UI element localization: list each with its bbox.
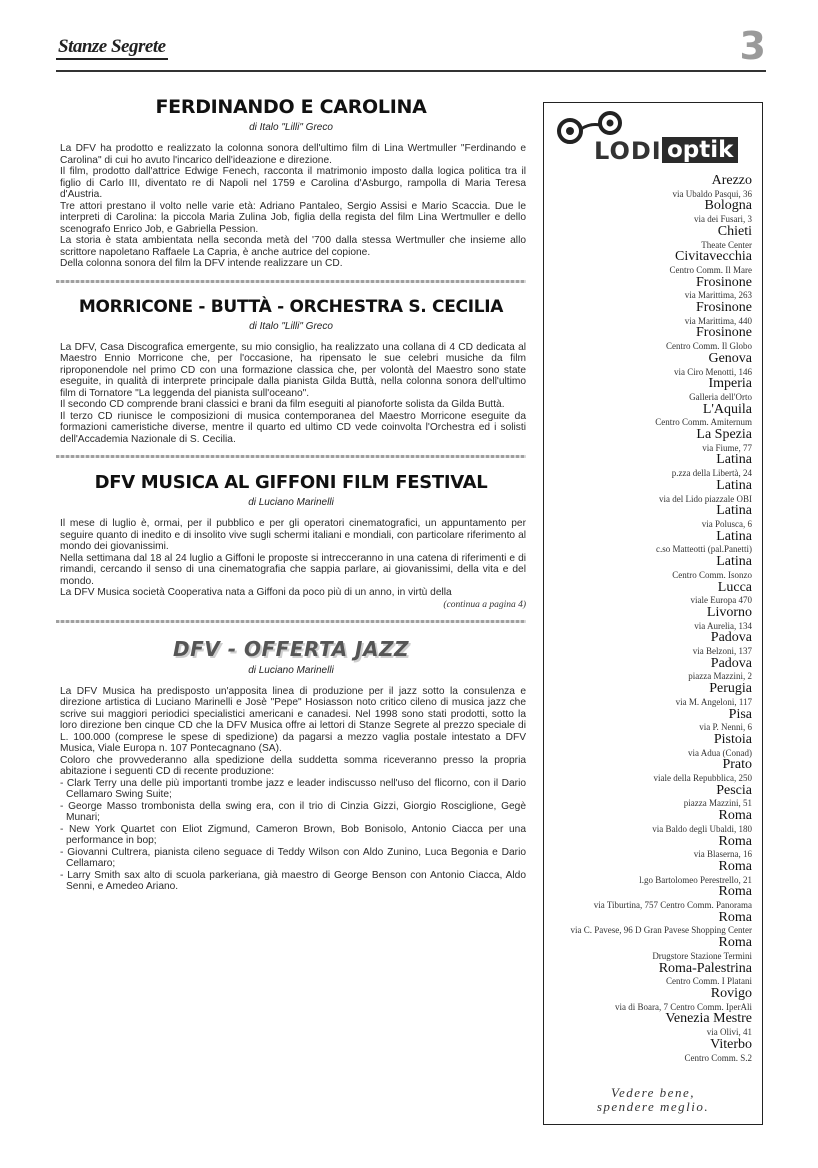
store-city: Roma-Palestrina [658, 960, 752, 976]
store-entry [544, 937, 752, 962]
store-entry [544, 960, 752, 988]
tagline-line: spendere meglio. [596, 1099, 710, 1114]
store-city: Roma [718, 808, 752, 824]
store-city: Latina [716, 554, 752, 570]
article-title: DFV MUSICA AL GIFFONI FILM FESTIVAL [94, 472, 488, 493]
store-city: Roma [718, 935, 752, 951]
store-entry [544, 632, 752, 657]
store-city: Pisa [728, 706, 752, 722]
article-byline: di Luciano Marinelli [248, 664, 334, 676]
paragraph: La storia è stata ambientata nella seconda metà del '700 dalla stessa Wertmuller che insieme allo scrittore napoletano Raffaele La Capria, è anche autrice del copione. [60, 235, 526, 258]
list-item: - George Masso trombonista della swing era, con il trio di Cinzia Gizzi, Giorgio Rosciglione, Gegè Munari; [60, 800, 526, 823]
store-address: Centro Comm. Amiternum [655, 417, 752, 428]
store-city: Latina [716, 452, 752, 468]
tagline [544, 1086, 762, 1114]
store-address: Drugstore Stazione Termini [652, 950, 752, 961]
store-entry [544, 604, 752, 632]
paragraph: La DFV ha prodotto e realizzato la colonna sonora dell'ultimo film di Lina Wertmuller "Ferdinando e Carolina" di cui ho avuto l'incarico dell'ideazione e direzione. [60, 143, 526, 166]
article-byline: di Italo "Lilli" Greco [249, 122, 333, 133]
store-entry [544, 302, 752, 327]
list-item: - New York Quartet con Eliot Zigmund, Cameron Brown, Bob Bonisolo, Antonio Ciacca per una performance in bop; [60, 823, 526, 846]
article-morricone [56, 297, 526, 446]
store-entry [544, 378, 752, 403]
store-address: piazza Mazzini, 2 [688, 671, 752, 682]
paragraph: Nella settimana dal 18 al 24 luglio a Giffoni le proposte si intrecceranno in una catena di riferimenti e di rimandi, cercando il senso di una cinematografia che sappia parlare, ai giovanissimi, della vita e del mondo. [60, 552, 526, 587]
store-address: l.go Bartolomeo Perestrello, 21 [639, 874, 752, 885]
store-city: Roma [718, 884, 752, 900]
store-address: via Tiburtina, 757 Centro Comm. Panorama [593, 900, 752, 911]
store-address: via C. Pavese, 96 D Gran Pavese Shopping Center [570, 925, 752, 936]
paragraph: Coloro che provvederanno alla spedizione della suddetta somma riceveranno presso la propria abitazione i seguenti CD di recente produzione: [60, 754, 526, 777]
store-list [544, 175, 762, 1064]
list-item: - Giovanni Cultrera, pianista cileno seguace di Teddy Wilson con Aldo Zunino, Luca Begonia e Dario Cellamaro; [60, 846, 526, 869]
paragraph: Il film, prodotto dall'attrice Edwige Fenech, racconta il matrimonio imposto dalla logica politica tra il figlio di Carlo III, diventato re di Napoli nel 1759 e Carolina d'Asburgo, rampolla di Maria Teresa d'Austria. [60, 166, 526, 200]
store-city: Latina [716, 503, 752, 519]
article-body [60, 518, 526, 599]
article-title: FERDINANDO E CAROLINA [155, 96, 427, 118]
store-city: L'Aquila [702, 401, 752, 417]
store-entry [544, 175, 752, 200]
store-address: Centro Comm. Isonzo [672, 569, 752, 580]
store-city: Latina [716, 477, 752, 493]
store-city: Arezzo [711, 173, 752, 188]
store-city: Imperia [708, 376, 752, 392]
store-address: via Aurelia, 134 [694, 620, 752, 631]
store-city: Bologna [704, 198, 752, 214]
store-entry [544, 505, 752, 530]
store-address: Theate Center [701, 239, 752, 250]
store-address: p.zza della Libertà, 24 [671, 468, 752, 479]
store-city: Perugia [709, 681, 752, 697]
store-city: Pistoia [713, 731, 752, 747]
store-address: Centro Comm. Il Globo [666, 341, 752, 352]
store-entry [544, 401, 752, 429]
article-title: MORRICONE - BUTTÀ - ORCHESTRA S. CECILIA [78, 296, 504, 317]
store-address: via Fiume, 77 [702, 442, 752, 453]
section-divider [56, 455, 526, 458]
store-city: Padova [710, 630, 752, 646]
store-entry [544, 579, 752, 607]
store-address: via di Boara, 7 Centro Comm. IperAli [615, 1001, 752, 1012]
store-entry [544, 223, 752, 251]
article-offerta-jazz [56, 637, 526, 893]
logo-lodi-text: LODI [594, 137, 662, 165]
store-entry [544, 731, 752, 759]
continue-note: (continua a pagina 4) [443, 599, 526, 610]
store-address: via M. Angeloni, 117 [675, 696, 752, 707]
store-city: Latina [716, 528, 752, 544]
store-entry [544, 1036, 752, 1064]
store-entry [544, 350, 752, 378]
store-city: Frosinone [696, 274, 752, 290]
logo-optik-text: optik [662, 137, 738, 163]
paragraph: Della colonna sonora del film la DFV intende realizzare un CD. [60, 258, 343, 269]
store-address: via Marittima, 263 [684, 290, 752, 301]
store-address: via Adua (Conad) [688, 747, 752, 758]
masthead-logo: Stanze Segrete [56, 36, 168, 60]
store-address: via Ubaldo Pasqui, 36 [672, 188, 752, 199]
store-entry [544, 886, 752, 911]
store-address: via P. Nenni, 6 [699, 722, 752, 733]
main-column [56, 96, 526, 893]
store-address: Centro Comm. S.2 [684, 1052, 752, 1063]
store-address: piazza Mazzini, 51 [683, 798, 752, 809]
store-city: Roma [718, 858, 752, 874]
store-entry [544, 655, 752, 683]
store-address: via Belzoni, 137 [692, 646, 752, 657]
tagline-line: Vedere bene, [611, 1085, 695, 1100]
store-city: Civitavecchia [675, 249, 752, 265]
store-entry [544, 251, 752, 276]
store-entry [544, 858, 752, 886]
store-city: Frosinone [696, 300, 752, 316]
store-address: Centro Comm. I Platani [666, 976, 752, 987]
store-address: via Ciro Menotti, 146 [674, 366, 752, 377]
store-entry [544, 200, 752, 225]
store-entry [544, 683, 752, 708]
store-city: Livorno [706, 604, 752, 620]
section-divider [56, 620, 526, 623]
store-entry [544, 556, 752, 581]
store-city: Roma [718, 909, 752, 925]
store-city: Prato [722, 757, 752, 773]
store-entry [544, 477, 752, 505]
paragraph: La DFV Musica ha predisposto un'apposita linea di produzione per il jazz sotto la consulenza e direzione artistica di Luciano Marinelli e Josè "Pepe" Hosiasson noto critico cileno di musica jazz che scrive sui maggiori periodici specialistici americani e canadesi. Nel 1998 sono stati prodotti, sotto la loro direzione ben cinque CD che la DFV Musica offre ai lettori di Stanze Segrete al prezzo speciale di L. 100.000 (comprese le spese di spedizione) da pagarsi a mezzo vaglia postale intestato a DFV Musica, Viale Europa n. 107 Pontecagnano (SA). [60, 685, 526, 754]
store-entry [544, 528, 752, 556]
paragraph: Il terzo CD riunisce le composizioni di musica contemporanea del Maestro Morricone eseguite da formazioni cameristiche diverse, mentre il quarto ed ultimo CD vede coinvolta l'Orchestra ed i solisti dell'Accademia Nazionale di S. Cecilia. [60, 410, 526, 445]
paragraph: La DFV Musica società Cooperativa nata a Giffoni da poco più di un anno, in virtù della [60, 587, 452, 598]
article-body [60, 342, 526, 446]
store-address: viale Europa 470 [690, 595, 752, 606]
store-address: via del Lido piazzale OBI [659, 493, 752, 504]
store-city: Viterbo [710, 1036, 752, 1052]
store-entry [544, 810, 752, 835]
store-address: via dei Fusari, 3 [694, 214, 752, 225]
article-body [60, 143, 526, 270]
store-entry [544, 274, 752, 302]
store-entry [544, 988, 752, 1013]
store-address: viale della Repubblica, 250 [653, 773, 752, 784]
store-entry [544, 327, 752, 352]
header-rule [56, 70, 766, 72]
store-entry [544, 909, 752, 937]
store-address: via Polusca, 6 [701, 518, 752, 529]
list-item: - Clark Terry una delle più importanti trombe jazz e leader indiscusso nell'uso del flicorno, con il Dario Cellamaro Swing Suite; [60, 777, 526, 800]
lodi-optik-logo [544, 103, 762, 175]
store-address: Galleria dell'Orto [689, 391, 752, 402]
article-byline: di Luciano Marinelli [248, 497, 334, 508]
store-entry [544, 759, 752, 784]
store-entry [544, 429, 752, 454]
paragraph: La DFV, Casa Discografica emergente, su mio consiglio, ha realizzato una collana di 4 CD dedicata al Maestro Ennio Morricone che, per l'occasione, ha ripensato le sue celebri musiche da film riproponendole nel primo CD con una formazione classica che, per volontà del Maestro sono state eseguite, in qualità di interprete principale dalla pianista Gilda Buttà, nella colonna sonora dell'ultimo film di Tornatore "La leggenda del pianista sull'oceano". [60, 341, 526, 399]
store-address: Centro Comm. Il Mare [669, 264, 752, 275]
store-address: via Marittima, 440 [684, 315, 752, 326]
cd-list [60, 778, 526, 893]
article-title: DFV - OFFERTA JAZZ [173, 636, 409, 661]
article-giffoni [56, 472, 526, 610]
store-address: via Olivi, 41 [706, 1027, 752, 1038]
store-city: Roma [718, 833, 752, 849]
store-city: Chieti [717, 223, 752, 239]
store-address: via Baldo degli Ubaldi, 180 [652, 823, 752, 834]
store-entry [544, 833, 752, 861]
page-number: 3 [739, 24, 766, 68]
store-city: Frosinone [696, 325, 752, 341]
store-entry [544, 1013, 752, 1038]
store-city: Venezia Mestre [665, 1011, 752, 1027]
store-city: Pescia [716, 782, 752, 798]
article-byline: di Italo "Lilli" Greco [249, 320, 333, 332]
store-entry [544, 706, 752, 734]
list-item: - Larry Smith sax alto di scuola parkeriana, già maestro di George Benson con Antonio Ciacca, Aldo Senni, e Amedeo Ariano. [60, 869, 526, 892]
store-city: Genova [708, 350, 752, 366]
paragraph: Il secondo CD comprende brani classici e brani da film eseguiti al pianoforte solista da Gilda Buttà. [60, 399, 505, 410]
paragraph: Il mese di luglio è, ormai, per il pubblico e per gli operatori cinematografici, un appuntamento per seguire quanto di inedito e di insolito vive sugli schermi italiani e mondiali, con particolare riferimento al mondo dei giovanissimi. [60, 518, 526, 552]
store-city: Lucca [717, 579, 752, 595]
store-entry [544, 782, 752, 810]
store-entry [544, 454, 752, 479]
page-header [56, 24, 766, 76]
section-divider [56, 280, 526, 283]
paragraph: Tre attori prestano il volto nelle varie età: Adriano Pantaleo, Sergio Assisi e Mario Scaccia. Due le interpreti di Carolina: la piccola Maria Zulina Job, figlia della regista del film Lina Wertmuller e dello scenografo Enrico Job, e Gabriella Pession. [60, 200, 526, 235]
store-city: Padova [710, 655, 752, 671]
article-body [60, 686, 526, 893]
lodi-optik-ad [543, 102, 763, 1125]
store-address: via Blaserna, 16 [693, 849, 752, 860]
store-address: c.so Matteotti (pal.Panetti) [656, 544, 752, 555]
article-ferdinando-carolina [56, 96, 526, 270]
store-city: La Spezia [696, 427, 752, 443]
store-city: Rovigo [710, 986, 752, 1001]
